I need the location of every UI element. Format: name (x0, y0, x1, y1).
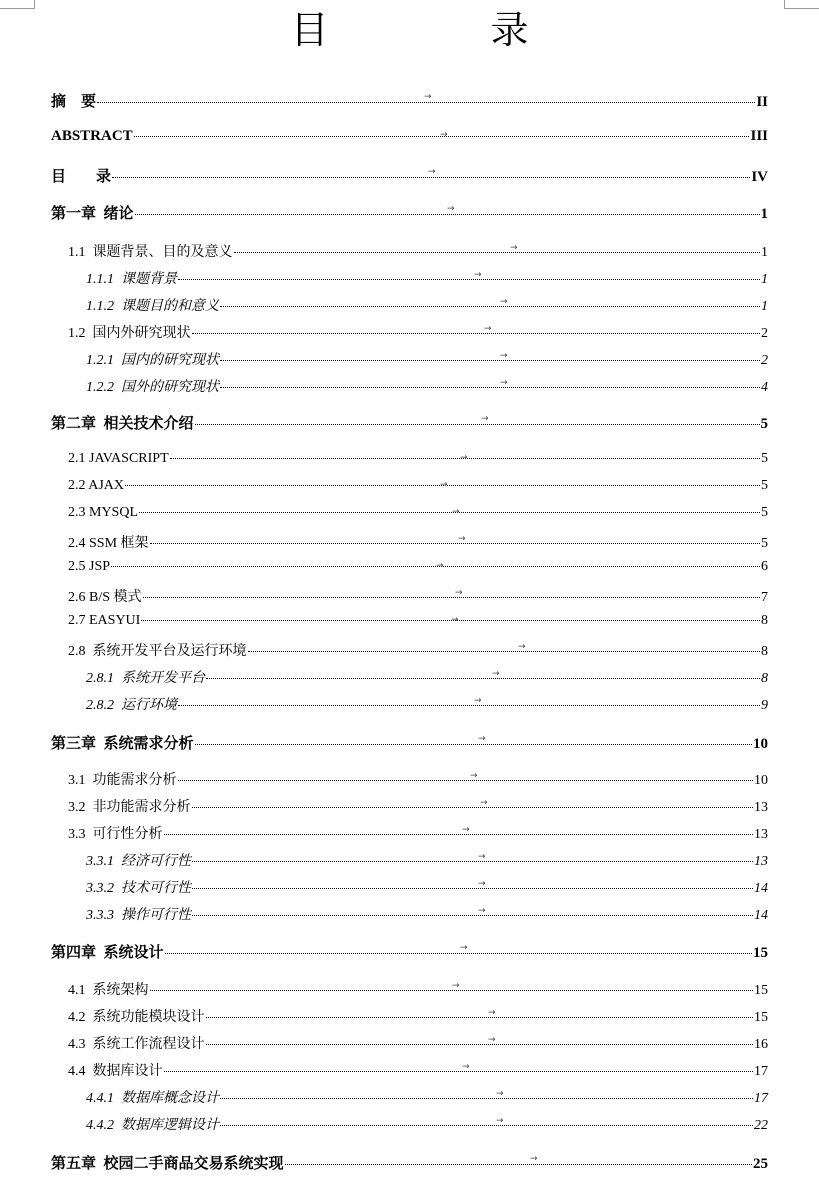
toc-chapter-entry[interactable] (51, 412, 768, 432)
toc-entry-page: IV (751, 169, 768, 185)
tab-arrow-icon: → (518, 642, 526, 652)
dot-leader (135, 214, 760, 215)
toc-entry-label: 2.2 AJAX (68, 478, 125, 493)
toc-entry-page: 1 (760, 206, 768, 222)
tab-arrow-icon: → (496, 1089, 504, 1099)
tab-arrow-icon: → (462, 825, 470, 835)
toc-entry-page: 15 (753, 945, 768, 961)
toc-entry-label: 第一章 绪论 (51, 206, 134, 222)
dot-leader (248, 651, 761, 652)
dot-leader (139, 512, 760, 513)
toc-entry-label: 4.1 系统架构 (68, 983, 149, 998)
dot-leader (220, 387, 760, 388)
tab-arrow-icon: → (488, 1035, 496, 1045)
toc-entry-label: 3.1 功能需求分析 (68, 773, 177, 788)
toc-section-entry[interactable] (68, 1060, 768, 1080)
dot-leader (206, 1017, 754, 1018)
dot-leader (206, 1044, 754, 1045)
tab-arrow-icon: → (428, 167, 436, 177)
toc-entry-page: 2 (761, 353, 768, 368)
toc-entry-page: 13 (754, 854, 768, 869)
tab-arrow-icon: → (452, 507, 460, 517)
toc-chapter-entry[interactable] (51, 732, 768, 752)
toc-section-entry[interactable] (68, 796, 768, 816)
toc-entry-label: 第五章 校园二手商品交易系统实现 (51, 1156, 284, 1172)
toc-section-entry[interactable] (68, 613, 768, 633)
toc-section-entry[interactable] (68, 1006, 768, 1026)
toc-entry-page: 15 (754, 983, 768, 998)
tab-arrow-icon: → (424, 92, 432, 102)
toc-entry-page: 7 (761, 590, 768, 605)
toc-entry-page: 4 (761, 380, 768, 395)
toc-entry-label: 1.2.2 国外的研究现状 (86, 380, 219, 395)
toc-section-entry[interactable] (68, 505, 768, 525)
tab-arrow-icon: → (500, 297, 508, 307)
dot-leader (220, 360, 760, 361)
toc-entry-label: 4.3 系统工作流程设计 (68, 1037, 205, 1052)
toc-entry-label: 2.8 系统开发平台及运行环境 (68, 644, 247, 659)
toc-subsection-entry[interactable] (86, 1087, 768, 1107)
toc-section-entry[interactable] (68, 559, 768, 579)
toc-subsection-entry[interactable] (86, 850, 768, 870)
toc-chapter-entry[interactable] (51, 1152, 768, 1172)
toc-entry-page: 5 (761, 451, 768, 466)
toc-entry-page: 9 (761, 698, 768, 713)
toc-entry-page: 14 (754, 908, 768, 923)
tab-arrow-icon: → (481, 414, 489, 424)
dot-leader (178, 279, 760, 280)
tab-arrow-icon: → (478, 879, 486, 889)
dot-leader (195, 744, 752, 745)
tab-arrow-icon: → (470, 771, 478, 781)
toc-section-entry[interactable] (68, 979, 768, 999)
toc-entry-page: 15 (754, 1010, 768, 1025)
toc-section-entry[interactable] (68, 586, 768, 606)
toc-entry-label: 1.2 国内外研究现状 (68, 326, 191, 341)
dot-leader (178, 705, 760, 706)
tab-arrow-icon: → (496, 1116, 504, 1126)
toc-entry-label: 第四章 系统设计 (51, 945, 164, 961)
toc-subsection-entry[interactable] (86, 667, 768, 687)
toc-entry-page: 5 (761, 536, 768, 551)
dot-leader (206, 678, 760, 679)
toc-entry-label: 3.3 可行性分析 (68, 827, 163, 842)
tab-arrow-icon: → (500, 351, 508, 361)
toc-entry-label: 目 录 (51, 169, 112, 185)
toc-entry-page: 5 (761, 505, 768, 520)
dot-leader (164, 834, 754, 835)
toc-entry-page: 1 (761, 272, 768, 287)
tab-arrow-icon: → (452, 981, 460, 991)
toc-subsection-entry[interactable] (86, 877, 768, 897)
dot-leader (112, 177, 750, 178)
toc-section-entry[interactable] (68, 241, 768, 261)
dot-leader (150, 543, 760, 544)
toc-entry-label: ABSTRACT (51, 128, 133, 144)
tab-arrow-icon: → (484, 324, 492, 334)
toc-subsection-entry[interactable] (86, 295, 768, 315)
toc-entry-label: 摘 要 (51, 94, 97, 110)
dot-leader (220, 1125, 753, 1126)
tab-arrow-icon: → (478, 852, 486, 862)
tab-arrow-icon: → (447, 204, 455, 214)
tab-arrow-icon: → (460, 453, 468, 463)
dot-leader (164, 1071, 754, 1072)
dot-leader (165, 953, 752, 954)
tab-arrow-icon: → (458, 534, 466, 544)
dot-leader (195, 424, 760, 425)
tab-arrow-icon: → (474, 696, 482, 706)
toc-section-entry[interactable] (68, 1033, 768, 1053)
toc-entry-page: 10 (753, 736, 768, 752)
toc-entry-page: 17 (754, 1064, 768, 1079)
toc-entry-label: 1.1 课题背景、目的及意义 (68, 245, 233, 260)
toc-chapter-entry[interactable] (51, 202, 768, 222)
toc-section-entry[interactable] (68, 451, 768, 471)
toc-entry-page: 14 (754, 881, 768, 896)
toc-entry-label: 4.4.2 数据库逻辑设计 (86, 1118, 219, 1133)
toc-title: 目 录 (290, 8, 591, 52)
toc-entry-label: 第二章 相关技术介绍 (51, 416, 194, 432)
toc-entry-page: II (756, 94, 768, 110)
toc-entry-label: 1.2.1 国内的研究现状 (86, 353, 219, 368)
toc-entry-label: 3.3.1 经济可行性 (86, 854, 191, 869)
toc-section-entry[interactable] (68, 769, 768, 789)
toc-entry-page: 10 (754, 773, 768, 788)
dot-leader (285, 1164, 752, 1165)
toc-entry-label: 2.8.1 系统开发平台 (86, 671, 205, 686)
toc-entry-label: 4.2 系统功能模块设计 (68, 1010, 205, 1025)
toc-entry-label: 2.4 SSM 框架 (68, 536, 149, 551)
dot-leader (234, 252, 761, 253)
toc-subsection-entry[interactable] (86, 1114, 768, 1134)
toc-entry-label: 1.1.2 课题目的和意义 (86, 299, 219, 314)
toc-entry-page: 22 (754, 1118, 768, 1133)
dot-leader (192, 915, 753, 916)
toc-entry-label: 3.2 非功能需求分析 (68, 800, 191, 815)
toc-entry-page: 5 (760, 416, 768, 432)
tab-arrow-icon: → (436, 561, 444, 571)
toc-section-entry[interactable] (68, 823, 768, 843)
tab-arrow-icon: → (492, 669, 500, 679)
tab-arrow-icon: → (440, 480, 448, 490)
toc-entry-page: 8 (761, 644, 768, 659)
tab-arrow-icon: → (488, 1008, 496, 1018)
toc-entry-page: 1 (761, 245, 768, 260)
toc-entry-page: 1 (761, 299, 768, 314)
toc-entry-page: 13 (754, 827, 768, 842)
tab-arrow-icon: → (478, 734, 486, 744)
toc-entry-label: 第三章 系统需求分析 (51, 736, 194, 752)
tab-arrow-icon: → (462, 1062, 470, 1072)
toc-entry-page: 5 (761, 478, 768, 493)
toc-entry-page: 25 (753, 1156, 768, 1172)
tab-arrow-icon: → (474, 270, 482, 280)
toc-entry-page: 2 (761, 326, 768, 341)
tab-arrow-icon: → (478, 906, 486, 916)
toc-section-entry[interactable] (68, 640, 768, 660)
toc-entry-label: 4.4.1 数据库概念设计 (86, 1091, 219, 1106)
dot-leader (192, 807, 754, 808)
dot-leader (143, 597, 760, 598)
dot-leader (192, 861, 753, 862)
toc-entry-label: 2.3 MYSQL (68, 505, 139, 520)
toc-chapter-entry[interactable] (51, 90, 768, 110)
toc-entry-label: 4.4 数据库设计 (68, 1064, 163, 1079)
toc-chapter-entry[interactable] (51, 128, 768, 148)
toc-entry-page: 16 (754, 1037, 768, 1052)
dot-leader (97, 102, 755, 103)
toc-section-entry[interactable] (68, 322, 768, 342)
toc-entry-label: 2.8.2 运行环境 (86, 698, 177, 713)
tab-arrow-icon: → (480, 798, 488, 808)
tab-arrow-icon: → (500, 378, 508, 388)
toc-section-entry[interactable] (68, 532, 768, 552)
toc-subsection-entry[interactable] (86, 904, 768, 924)
toc-section-entry[interactable] (68, 478, 768, 498)
toc-entry-page: 8 (761, 613, 768, 628)
toc-entry-label: 3.3.2 技术可行性 (86, 881, 191, 896)
toc-subsection-entry[interactable] (86, 376, 768, 396)
dot-leader (192, 888, 753, 889)
dot-leader (220, 306, 760, 307)
dot-leader (178, 780, 754, 781)
tab-arrow-icon: → (530, 1154, 538, 1164)
toc-subsection-entry[interactable] (86, 694, 768, 714)
toc-entry-label: 1.1.1 课题背景 (86, 272, 177, 287)
dot-leader (220, 1098, 753, 1099)
toc-subsection-entry[interactable] (86, 349, 768, 369)
tab-arrow-icon: → (440, 130, 448, 140)
tab-arrow-icon: → (460, 943, 468, 953)
tab-arrow-icon: → (510, 243, 518, 253)
toc-entry-page: 17 (754, 1091, 768, 1106)
toc-chapter-entry[interactable] (51, 941, 768, 961)
toc-entry-page: 8 (761, 671, 768, 686)
tab-arrow-icon: → (455, 588, 463, 598)
toc-entry-label: 3.3.3 操作可行性 (86, 908, 191, 923)
toc-entry-label: 2.7 EASYUI (68, 613, 141, 628)
toc-entry-page: III (750, 128, 768, 144)
toc-entry-page: 6 (761, 559, 768, 574)
toc-entry-label: 2.6 B/S 模式 (68, 590, 142, 605)
toc-subsection-entry[interactable] (86, 268, 768, 288)
toc-entry-page: 13 (754, 800, 768, 815)
tab-arrow-icon: → (451, 615, 459, 625)
toc-entry-label: 2.5 JSP (68, 559, 111, 574)
dot-leader (192, 333, 761, 334)
toc-entry-label: 2.1 JAVASCRIPT (68, 451, 169, 466)
toc-chapter-entry[interactable] (51, 165, 768, 185)
